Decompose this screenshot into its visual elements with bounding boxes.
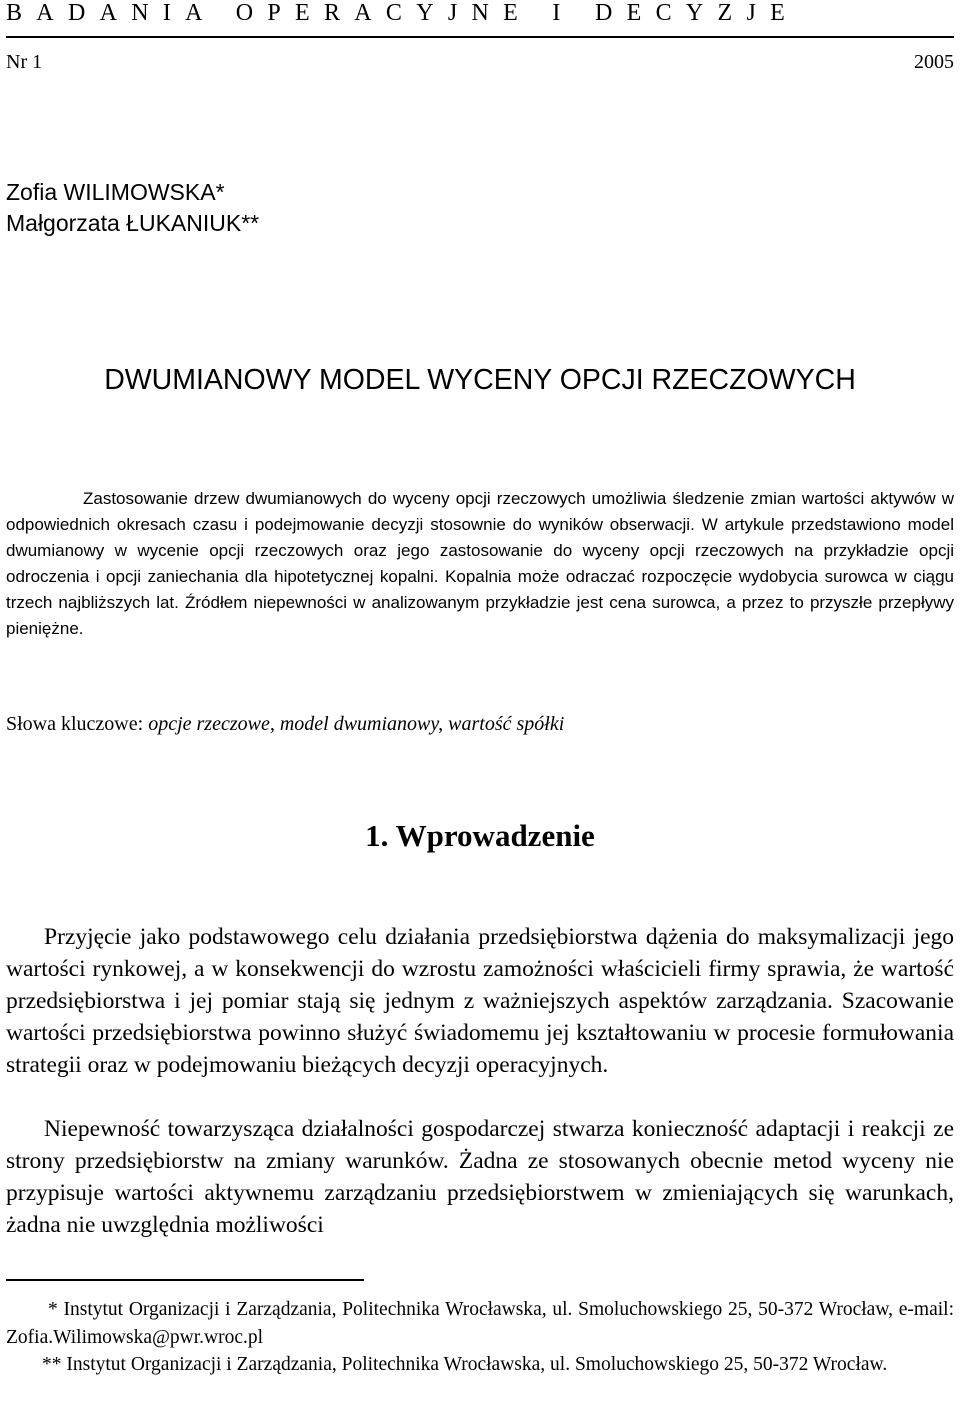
journal-name: BADANIA OPERACYJNE I DECYZJE: [6, 0, 800, 26]
footnote: ** Instytut Organizacji i Zarządzania, Politechnika Wrocławska, ul. Smoluchowskiego 25, 50-372 Wrocław.: [42, 1354, 888, 1375]
body-paragraph: Niepewność towarzysząca działalności gospodarczej stwarza konieczność adaptacji i reakcji ze strony przedsiębiorstw na zmiany warunków. Żadna ze stosowanych obecnie metod wyceny nie przypisuje wartości aktywnemu zarządzaniu przedsiębiorstwem w zmieniających się warunkach, żadna nie uwzględnia możliwości: [6, 1116, 954, 1238]
keywords-label: Słowa kluczowe:: [6, 713, 149, 735]
issue-number: Nr 1: [6, 51, 43, 73]
header-rule: [6, 36, 954, 38]
keywords-terms: opcje rzeczowe, model dwumianowy, wartość spółki: [148, 713, 565, 735]
issue-year: 2005: [914, 51, 954, 73]
body-paragraph: Przyjęcie jako podstawowego celu działania przedsiębiorstwa dążenia do maksymalizacji jego wartości rynkowej, a w konsekwencji do wzrostu zamożności właścicieli firmy sprawia, że wartość przedsiębiorstwa i jej pomiar stają się jednym z ważniejszych aspektów zarządzania. Szacowanie wartości przedsiębiorstwa powinno służyć świadomemu jej kształtowaniu w procesie formułowania strategii oraz w podejmowaniu bieżących decyzji operacyjnych.: [6, 924, 954, 1078]
paper-title: DWUMIANOWY MODEL WYCENY OPCJI RZECZOWYCH: [104, 364, 856, 396]
author-name: Małgorzata ŁUKANIUK**: [6, 210, 260, 236]
keywords: [6, 711, 954, 737]
author-name: Zofia WILIMOWSKA*: [6, 179, 225, 205]
abstract: Zastosowanie drzew dwumianowych do wyceny opcji rzeczowych umożliwia śledzenie zmian wartości aktywów w odpowiednich okresach czasu i podejmowanie decyzji stosownie do wyników obserwacji. W artykule przedstawiono model dwumianowy w wycenie opcji rzeczowych oraz jego zastosowanie do wyceny opcji rzeczowych na przykładzie opcji odroczenia i opcji zaniechania dla hipotetycznej kopalni. Kopalnia może odraczać rozpoczęcie wydobycia surowca w ciągu trzech najbliższych lat. Źródłem niepewności w analizowanym przykładzie jest cena surowca, a przez to przyszłe przepływy pieniężne.: [6, 489, 954, 638]
footnote: * Instytut Organizacji i Zarządzania, Politechnika Wrocławska, ul. Smoluchowskiego 25, 50-372 Wrocław, e-mail: Zofia.Wilimowska@pwr.wroc.pl: [6, 1299, 954, 1348]
footnote-rule: [6, 1279, 364, 1281]
section-heading: 1. Wprowadzenie: [365, 818, 595, 853]
